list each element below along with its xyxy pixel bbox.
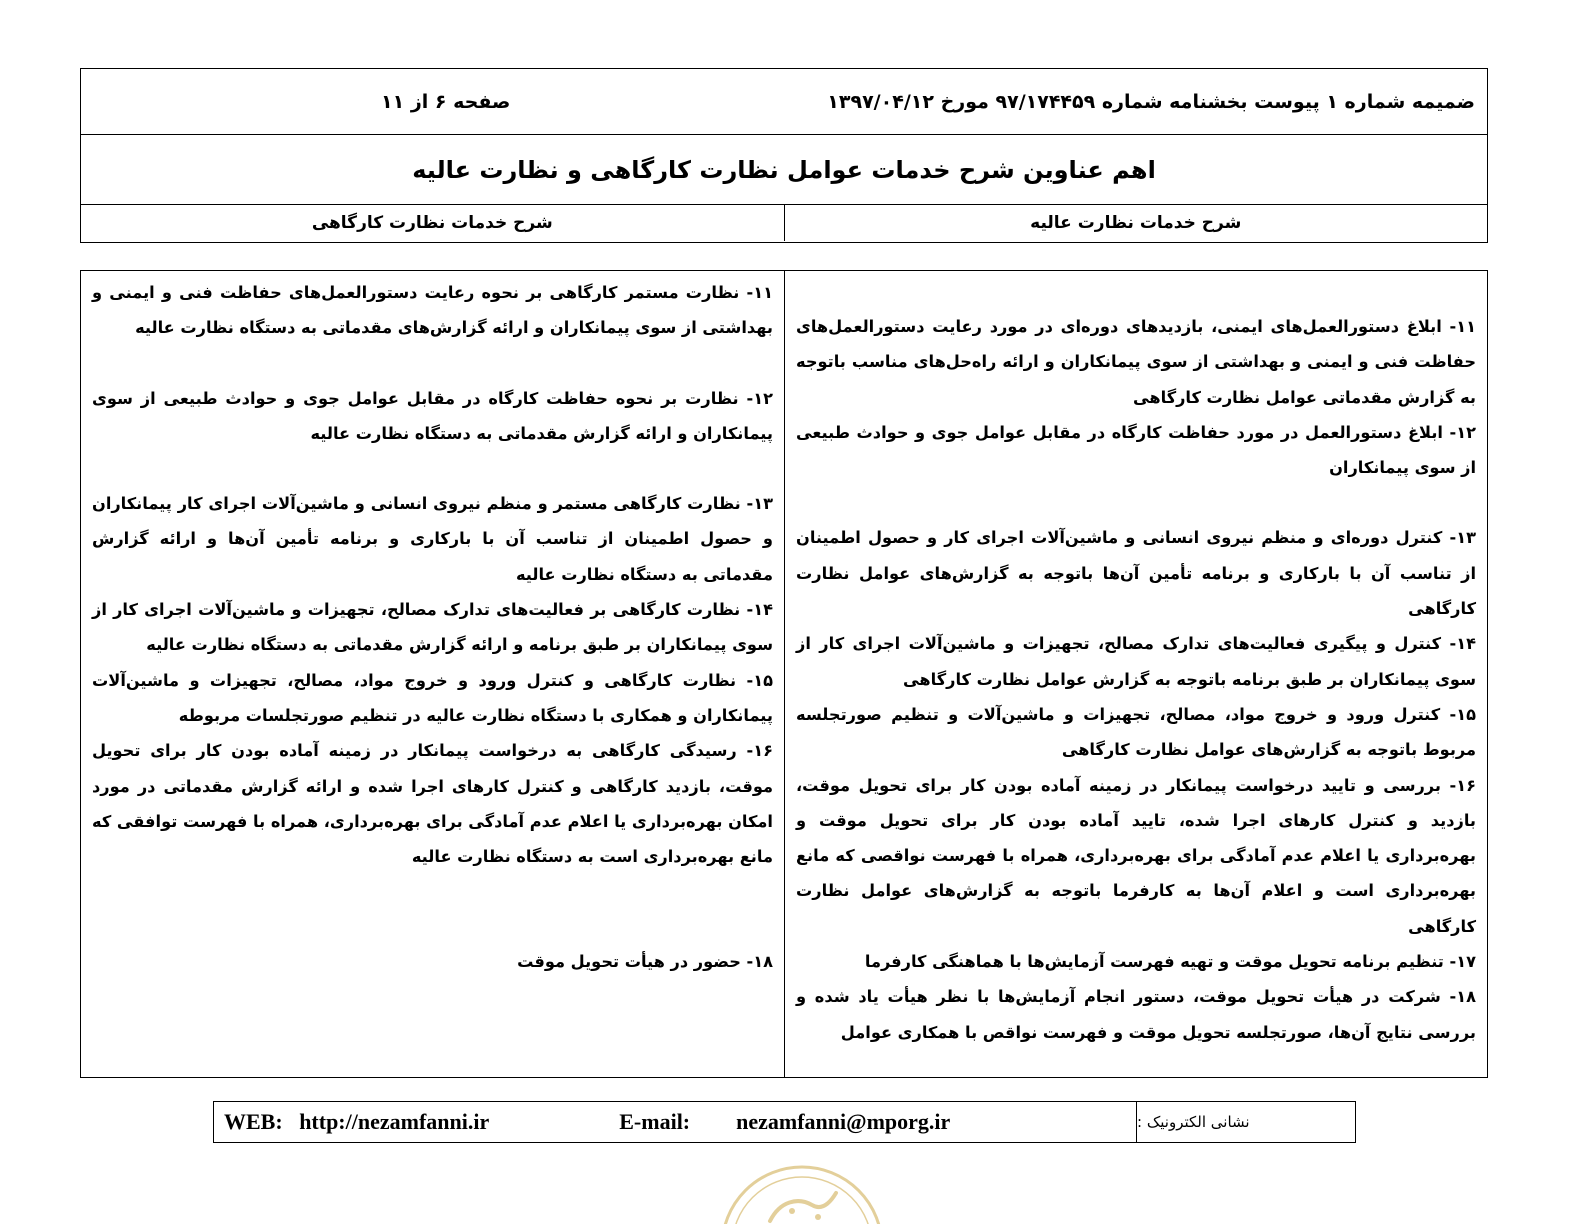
footer-contact (213, 1101, 1356, 1143)
column-header-site-supervision: شرح خدمات نظارت کارگاهی (311, 213, 553, 233)
site-supervision-item: ۱۶- رسیدگی کارگاهی به درخواست پیمانکار در زمینه آماده بودن کار برای تحویل موقت، بازدید کارگاهی و کنترل کارهای اجرا شده و ارائه گزارش مقدماتی در مورد امکان بهره‌برداری یا اعلام عدم آمادگی برای بهره‌برداری، همراه با فهرست توافقی که مانع بهره‌برداری است به دستگاه نظارت عالیه (92, 741, 773, 867)
document-title: اهم عناوین شرح خدمات عوامل نظارت کارگاهی و نظارت عالیه (412, 155, 1156, 184)
page-number: صفحه ۶ از ۱۱ (381, 90, 511, 113)
web-label: WEB: (224, 1109, 283, 1134)
services-table (80, 270, 1488, 1078)
high-supervision-item: ۱۸- شرکت در هیأت تحویل موقت، دستور انجام آزمایش‌ها با نظر هیأت یاد شده و بررسی نتایج آن‌ها، صورتجلسه تحویل موقت و فهرست نواقص با همکاری عوامل (796, 987, 1476, 1042)
site-supervision-item: ۱۲- نظارت بر نحوه حفاظت کارگاه در مقابل عوامل جوی و حوادث طبیعی از سوی پیمانکاران و ارائه گزارش مقدماتی به دستگاه نظارت عالیه (92, 388, 773, 443)
contact-label: نشانی الکترونیک : (1137, 1113, 1250, 1131)
web-link[interactable]: http://nezamfanni.ir (299, 1109, 490, 1134)
site-supervision-item: ۱۴- نظارت کارگاهی بر فعالیت‌های تدارک مصالح، تجهیزات و ماشین‌آلات اجرای کار از سوی پیمانکاران بر طبق برنامه و ارائه گزارش مقدماتی به دستگاه نظارت عالیه (92, 600, 773, 655)
email-label: E-mail: (619, 1109, 691, 1134)
high-supervision-item: ۱۴- کنترل و پیگیری فعالیت‌های تدارک مصالح، تجهیزات و ماشین‌آلات اجرای کار از سوی پیمانکاران بر طبق برنامه باتوجه به گزارش عوامل نظارت کارگاهی (796, 634, 1476, 689)
contact-label-cell (1137, 1102, 1355, 1142)
column-headers-row (81, 205, 1487, 241)
high-supervision-item: ۱۳- کنترل دوره‌ای و منظم نیروی انسانی و ماشین‌آلات اجرای کار و حصول اطمینان از تناسب آن با بارکاری و برنامه تأمین آن‌ها باتوجه به گزارش‌های عوامل نظارت کارگاهی (796, 528, 1476, 619)
circular-reference: ضمیمه شماره ۱ پیوست بخشنامه شماره ۹۷/۱۷۴۴۵۹ مورخ ۱۳۹۷/۰۴/۱۲ (827, 90, 1475, 113)
high-supervision-item: ۱۱- ابلاغ دستورالعمل‌های ایمنی، بازدیدهای دوره‌ای در مورد رعایت دستورالعمل‌های حفاظت فنی و ایمنی و بهداشتی از سوی پیمانکاران و ارائه راه‌حل‌های مناسب باتوجه به گزارش مقدماتی عوامل نظارت کارگاهی (796, 317, 1476, 407)
document-header (80, 68, 1488, 243)
site-supervision-item: ۱۱- نظارت مستمر کارگاهی بر نحوه رعایت دستورالعمل‌های حفاظت فنی و ایمنی و بهداشتی از سوی پیمانکاران و ارائه گزارش‌های مقدماتی به دستگاه نظارت عالیه (92, 283, 773, 338)
site-supervision-item: ۱۸- حضور در هیأت تحویل موقت (517, 952, 773, 972)
document-title-row (81, 135, 1487, 205)
site-supervision-item: ۱۵- نظارت کارگاهی و کنترل ورود و خروج مواد، مصالح، تجهیزات و ماشین‌آلات پیمانکاران و همکاری با دستگاه نظارت عالیه در تنظیم صورتجلسات مربوطه (92, 670, 773, 725)
high-supervision-item: ۱۶- بررسی و تایید درخواست پیمانکار در زمینه آماده بودن کار برای تحویل موقت، بازدید و کنترل کارهای اجرا شده، تایید آماده بودن کار برای تحویل موقت و بهره‌برداری یا اعلام عدم آمادگی برای بهره‌برداری، همراه با فهرست نواقصی که مانع بهره‌برداری است و اعلام آن‌ها به کارفرما باتوجه به گزارش‌های عوامل نظارت کارگاهی (796, 775, 1476, 936)
high-supervision-item: ۱۵- کنترل ورود و خروج مواد، مصالح، تجهیزات و ماشین‌آلات و تنظیم صورتجلسه مربوط باتوجه به گزارش‌های عوامل نظارت کارگاهی (796, 704, 1476, 760)
watermark-logo (718, 1163, 886, 1224)
site-supervision-column (81, 271, 784, 1077)
header-reference-row (81, 69, 1487, 135)
high-supervision-column (784, 271, 1487, 1077)
high-supervision-item: ۱۲- ابلاغ دستورالعمل در مورد حفاظت کارگاه در مقابل عوامل جوی و حوادث طبیعی از سوی پیمانکاران (796, 422, 1476, 478)
email-link[interactable]: nezamfanni@mporg.ir (736, 1109, 951, 1134)
site-supervision-item: ۱۳- نظارت کارگاهی مستمر و منظم نیروی انسانی و ماشین‌آلات اجرای کار پیمانکاران و حصول اطمینان از تناسب آن با بارکاری و برنامه تأمین آن‌ها و ارائه گزارش مقدماتی به دستگاه نظارت عالیه (92, 494, 773, 584)
high-supervision-item: ۱۷- تنظیم برنامه تحویل موقت و تهیه فهرست آزمایش‌ها با هماهنگی کارفرما (864, 952, 1476, 972)
footer-links (214, 1102, 1137, 1142)
column-header-high-supervision: شرح خدمات نظارت عالیه (784, 205, 1488, 241)
